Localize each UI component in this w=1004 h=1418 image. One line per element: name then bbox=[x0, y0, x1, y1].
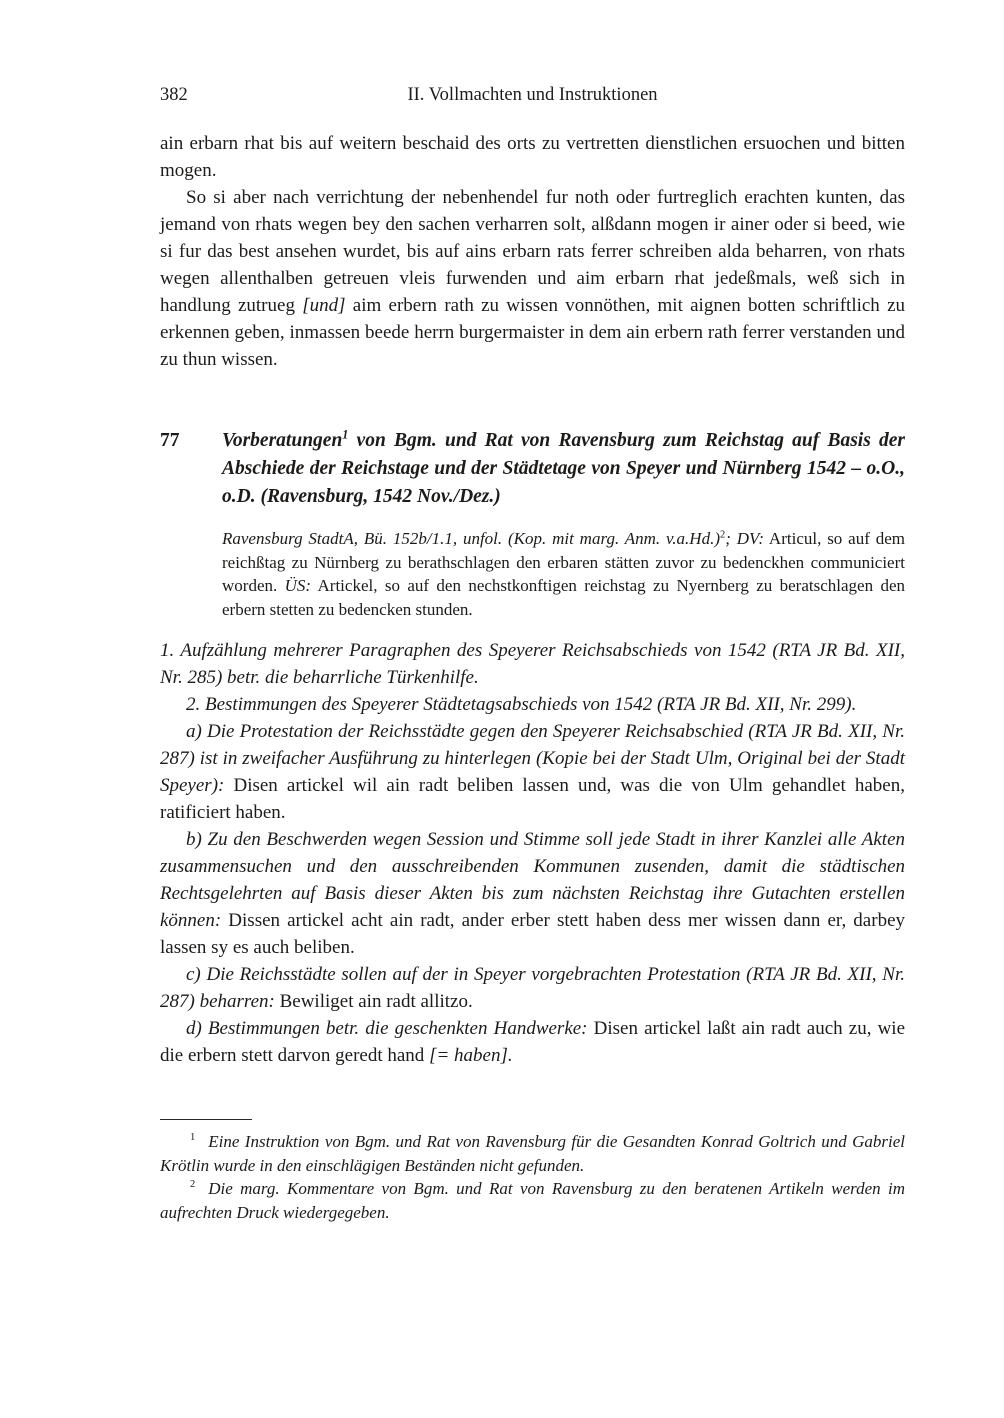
regest-items bbox=[160, 637, 905, 1069]
footnote-marker-2: 2 bbox=[190, 1179, 196, 1191]
footnotes-section bbox=[160, 1119, 905, 1224]
regest-text: 2. Bestimmungen des Speyerer Städtetagsabschieds von 1542 (RTA JR Bd. XII, Nr. 299). bbox=[186, 694, 857, 715]
footnote-2 bbox=[160, 1177, 905, 1224]
running-head-title: II. Vollmachten und Instruktionen bbox=[407, 85, 658, 105]
item-d bbox=[160, 1015, 905, 1069]
editorial-insertion: [und] bbox=[302, 295, 346, 316]
item-2 bbox=[160, 691, 905, 718]
paragraph bbox=[160, 184, 905, 373]
regest-text: c) Die Reichsstädte sollen auf der in Speyer vorgebrachten Protestation (RTA JR Bd. XII, Nr. 287) beharren: bbox=[160, 964, 905, 1012]
entry-title-text: Vorberatungen bbox=[222, 430, 343, 451]
source-quote: Disen artickel wil ain radt beliben lassen und, was die von Ulm gehandlet haben, ratificiert haben. bbox=[160, 775, 905, 823]
regest-text: a) Die Protestation der Reichsstädte gegen den Speyerer Reichsabschied (RTA JR Bd. XII, Nr. 287) ist in zweifacher Ausführung zu hinterlegen (Kopie bei der Stadt Ulm, Original bei der Stadt Speyer): bbox=[160, 721, 905, 796]
entry-number: 77 bbox=[160, 430, 180, 451]
source-quote: Bewiliget ain radt allitzo. bbox=[279, 991, 473, 1012]
item-b bbox=[160, 826, 905, 961]
item-a bbox=[160, 718, 905, 826]
paragraph-text: ain erbarn rhat bis auf weitern beschaid des orts zu vertretten dienstlichen ersuochen und bitten mogen. bbox=[160, 133, 905, 181]
regest-text: 1. Aufzählung mehrerer Paragraphen des Speyerer Reichsabschieds von 1542 (RTA JR Bd. XII, Nr. 285) betr. die beharrliche Türkenhilfe. bbox=[160, 640, 905, 688]
entry-heading bbox=[160, 427, 905, 511]
item-1 bbox=[160, 637, 905, 691]
entry-title-text-continued: von Bgm. und Rat von Ravensburg zum Reichstag auf Basis der Abschiede der Reichstage und der Städtetage von Speyer und Nürnberg 1542 – o.O., o.D. (Ravensburg, 1542 Nov./Dez.) bbox=[222, 430, 905, 507]
body-text bbox=[160, 130, 905, 373]
footnote-text: Eine Instruktion von Bgm. und Rat von Ravensburg für die Gesandten Konrad Goltrich und Gabriel Krötlin wurde in den einschlägigen Beständen nicht gefunden. bbox=[160, 1132, 905, 1175]
paragraph-continuation bbox=[160, 130, 905, 184]
regest-text: d) Bestimmungen betr. die geschenkten Handwerke: bbox=[186, 1018, 594, 1039]
source-quote: Disen artickel laßt ain radt auch zu, wie die erbern stett darvon geredt hand bbox=[160, 1018, 905, 1066]
paragraph-text: aim erbern rath zu wissen vonnöthen, mit aignen botten schriftlich zu erkennen geben, inmassen beede herrn burgermaister in dem ain erbern rath ferrer verstanden und zu thun wissen. bbox=[160, 295, 905, 370]
dorsal-note-text: Articul, so auf dem reichßtag zu Nürnberg zu berathschlagen den erbaren stätten zuvor zu bedenckhen communiciert worden. bbox=[222, 529, 905, 595]
regest-text: b) Zu den Beschwerden wegen Session und Stimme soll jede Stadt in ihrer Kanzlei alle Akten zusammensuchen und den ausschreibenden Kommunen zusenden, damit die städtischen Rechtsgelehrten auf Basis dieser Akten bis zum nächsten Reichstag ihre Gutachten erstellen können: bbox=[160, 829, 905, 931]
item-c bbox=[160, 961, 905, 1015]
archival-source-note bbox=[222, 527, 905, 621]
footnote-1 bbox=[160, 1130, 905, 1177]
footnote-marker-1: 1 bbox=[190, 1132, 196, 1144]
source-citation-dv-label: ; DV: bbox=[725, 529, 765, 548]
footnote-ref-1: 1 bbox=[342, 427, 349, 442]
page-number: 382 bbox=[160, 85, 188, 105]
source-citation-us-label: ÜS: bbox=[284, 576, 312, 595]
source-citation: Ravensburg StadtA, Bü. 152b/1.1, unfol. (Kop. mit marg. Anm. v.a.Hd.) bbox=[222, 529, 720, 548]
editorial-insertion: [= haben]. bbox=[429, 1045, 513, 1066]
paragraph-text: So si aber nach verrichtung der nebenhendel fur noth oder furtreglich erachten kunten, das jemand von rhats wegen bey den sachen verharren solt, alßdann mogen ir ainer oder si beed, wie si fur das best ansehen wurdet, bis auf ains erbarn rats ferrer schreiben alda beharren, von rhats wegen allenthalben getreuen vleis furwenden und aim erbarn rhat jedeßmals, weß sich in handlung zutrueg bbox=[160, 187, 905, 316]
footnote-text: Die marg. Kommentare von Bgm. und Rat von Ravensburg zu den beratenen Artikeln werden im aufrechten Druck wiedergegeben. bbox=[160, 1179, 905, 1222]
footnote-ref-2: 2 bbox=[720, 529, 726, 541]
running-header bbox=[160, 82, 905, 108]
entry-title bbox=[222, 427, 905, 511]
entry-77 bbox=[160, 427, 905, 1069]
footnote-separator-rule bbox=[160, 1119, 252, 1120]
heading-note-text: Artickel, so auf den nechstkonftigen reichstag zu Nyernberg zu beratschlagen den erbern stetten zu bedencken stunden. bbox=[222, 576, 906, 619]
source-quote: Dissen artickel acht ain radt, ander erber stett haben dess mer wissen dann er, darbey lassen sy es auch beliben. bbox=[160, 910, 905, 958]
